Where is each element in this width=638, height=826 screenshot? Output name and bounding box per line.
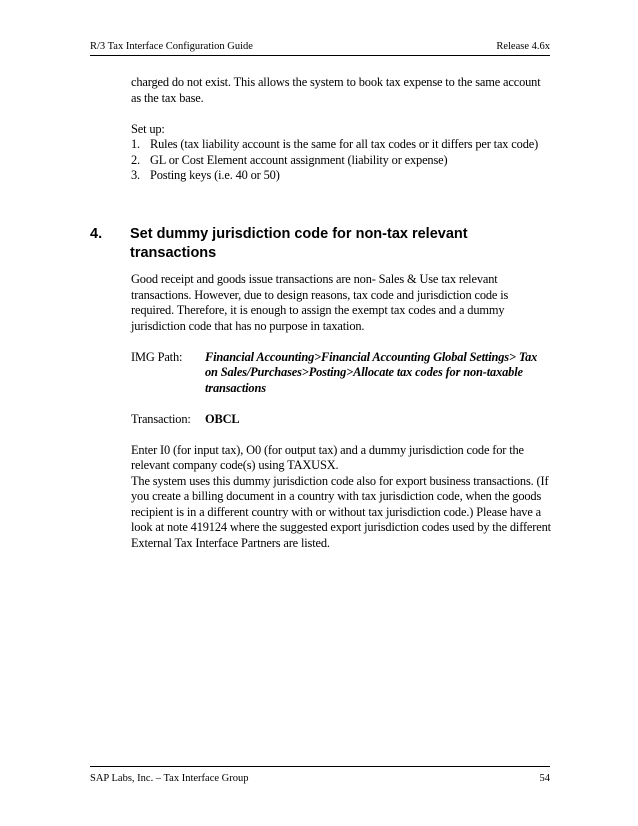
note-paragraph: The system uses this dummy jurisdiction code also for export business transactions. (If you create a billing document in a country with tax jurisdiction code, when the goods recipient is in a different country with or without tax jurisdiction code.) Please have a look at note 419124 where the suggested export jurisdiction codes used by the different External Tax Interface Partners are listed. <box>131 473 551 550</box>
section-title: Set dummy jurisdiction code for non-tax relevant transactions <box>130 226 468 261</box>
intro-block <box>131 75 551 184</box>
section-paragraph: Good receipt and goods issue transactions are non- Sales & Use tax relevant transactions. However, due to design reasons, tax code and jurisdiction code is required. Therefore, it is enough to assign the exempt tax codes and a dummy jurisdiction code that has no purpose in taxation. <box>131 272 509 333</box>
img-path-row <box>131 350 551 397</box>
list-text: GL or Cost Element account assignment (liability or expense) <box>150 152 448 167</box>
setup-label: Set up: <box>131 121 165 136</box>
page-footer <box>90 766 550 789</box>
list-text: Posting keys (i.e. 40 or 50) <box>150 168 280 182</box>
setup-list-item <box>131 153 551 169</box>
img-path-label: IMG Path: <box>131 349 183 364</box>
transaction-code: OBCL <box>205 411 240 426</box>
page-header <box>90 41 550 56</box>
section-number: 4. <box>90 226 103 242</box>
list-text: Rules (tax liability account is the same for all tax codes or it differs per tax code) <box>150 137 539 151</box>
list-number: 1. <box>131 137 140 151</box>
list-number: 2. <box>131 152 140 167</box>
release-label: Release 4.6x <box>496 41 550 52</box>
document-title: R/3 Tax Interface Configuration Guide <box>90 41 253 52</box>
setup-list-item <box>131 168 551 184</box>
page-number: 54 <box>539 773 550 784</box>
list-number: 3. <box>131 168 140 182</box>
img-path-value: Financial Accounting>Financial Accounting Global Settings> Tax on Sales/Purchases>Posting>Allocate tax codes for non-taxable transactions <box>205 349 538 395</box>
section-body <box>131 272 551 551</box>
instruction-paragraph: Enter I0 (for input tax), O0 (for output tax) and a dummy jurisdiction code for the relevant company code(s) using TAXUSX. <box>131 442 524 472</box>
setup-list-item <box>131 137 551 153</box>
transaction-row <box>131 412 551 428</box>
transaction-label: Transaction: <box>131 411 191 426</box>
intro-paragraph: charged do not exist. This allows the system to book tax expense to the same account as the tax base. <box>131 75 541 105</box>
footer-company: SAP Labs, Inc. – Tax Interface Group <box>90 773 249 784</box>
